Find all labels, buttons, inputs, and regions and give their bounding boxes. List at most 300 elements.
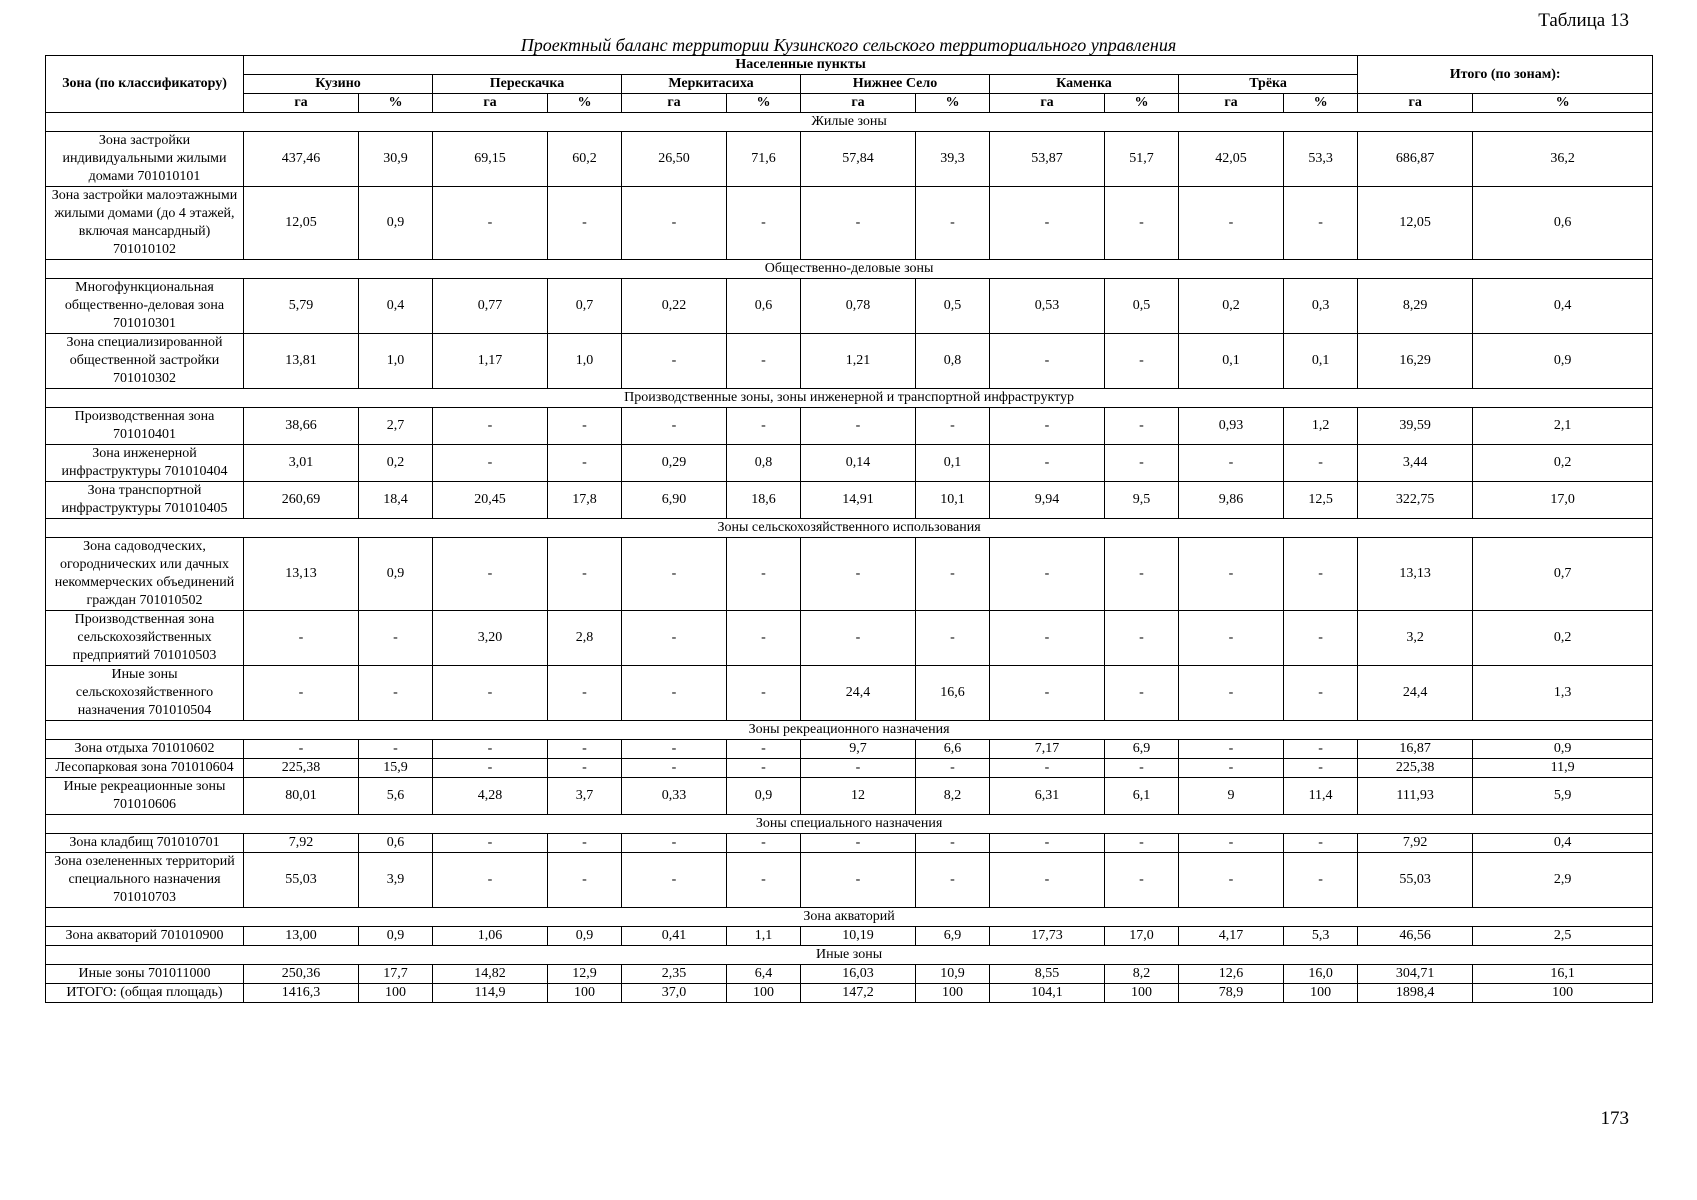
value-cell: 0,4 (1473, 834, 1653, 853)
value-cell: 2,35 (622, 965, 727, 984)
value-cell: 100 (1105, 984, 1179, 1003)
section-row (46, 908, 1653, 927)
value-cell: 1,2 (1284, 408, 1358, 445)
value-cell: - (727, 740, 801, 759)
value-cell: 2,1 (1473, 408, 1653, 445)
value-cell: - (727, 611, 801, 666)
zone-name-cell: Производственная зона 701010401 (46, 408, 244, 445)
value-cell: - (916, 187, 990, 260)
value-cell: - (801, 408, 916, 445)
value-cell: 104,1 (990, 984, 1105, 1003)
value-cell: 17,73 (990, 927, 1105, 946)
value-cell: - (433, 408, 548, 445)
unit-ha-header: га (622, 94, 727, 113)
zone-name-cell: Зона инженерной инфраструктуры 701010404 (46, 445, 244, 482)
land-balance-table (45, 55, 1653, 1003)
value-cell: 0,2 (359, 445, 433, 482)
value-cell: - (727, 759, 801, 778)
value-cell: 3,7 (548, 778, 622, 815)
value-cell: 6,90 (622, 482, 727, 519)
unit-percent-header: % (548, 94, 622, 113)
value-cell: 0,2 (1179, 279, 1284, 334)
value-cell: 322,75 (1358, 482, 1473, 519)
value-cell: 16,6 (916, 666, 990, 721)
value-cell: 1,1 (727, 927, 801, 946)
value-cell: - (1284, 445, 1358, 482)
value-cell: 17,7 (359, 965, 433, 984)
value-cell: 304,71 (1358, 965, 1473, 984)
value-cell: 42,05 (1179, 132, 1284, 187)
value-cell: 26,50 (622, 132, 727, 187)
value-cell: 2,5 (1473, 927, 1653, 946)
value-cell: 5,6 (359, 778, 433, 815)
value-cell: - (1105, 445, 1179, 482)
value-cell: - (916, 834, 990, 853)
zone-name-cell: Многофункциональная общественно-деловая зона 701010301 (46, 279, 244, 334)
value-cell: 5,9 (1473, 778, 1653, 815)
value-cell: - (622, 611, 727, 666)
zone-row (46, 538, 1653, 611)
value-cell: 686,87 (1358, 132, 1473, 187)
value-cell: 3,01 (244, 445, 359, 482)
value-cell: - (727, 666, 801, 721)
settlement-header: Трёка (1179, 75, 1358, 94)
value-cell: - (548, 538, 622, 611)
value-cell: 30,9 (359, 132, 433, 187)
value-cell: 6,31 (990, 778, 1105, 815)
value-cell: - (359, 611, 433, 666)
zone-row (46, 611, 1653, 666)
section-title: Производственные зоны, зоны инженерной и транспортной инфраструктур (46, 389, 1653, 408)
value-cell: 2,7 (359, 408, 433, 445)
unit-ha-header: га (1179, 94, 1284, 113)
value-cell: - (548, 759, 622, 778)
zone-column-header: Зона (по классификатору) (46, 56, 244, 113)
value-cell: 260,69 (244, 482, 359, 519)
value-cell: 437,46 (244, 132, 359, 187)
value-cell: 3,20 (433, 611, 548, 666)
value-cell: - (1105, 611, 1179, 666)
value-cell: 36,2 (1473, 132, 1653, 187)
value-cell: 6,9 (916, 927, 990, 946)
value-cell: - (1105, 834, 1179, 853)
zone-row (46, 187, 1653, 260)
value-cell: - (990, 759, 1105, 778)
unit-ha-header: га (244, 94, 359, 113)
value-cell: 17,8 (548, 482, 622, 519)
zone-row (46, 334, 1653, 389)
value-cell: 12,05 (244, 187, 359, 260)
value-cell: 12,5 (1284, 482, 1358, 519)
section-row (46, 946, 1653, 965)
value-cell: - (1179, 853, 1284, 908)
value-cell: 8,29 (1358, 279, 1473, 334)
value-cell: - (1105, 853, 1179, 908)
section-title: Зоны специального назначения (46, 815, 1653, 834)
value-cell: 0,6 (1473, 187, 1653, 260)
value-cell: - (1284, 740, 1358, 759)
value-cell: 13,13 (1358, 538, 1473, 611)
zone-name-cell: Зона кладбищ 701010701 (46, 834, 244, 853)
zone-row (46, 853, 1653, 908)
value-cell: 8,55 (990, 965, 1105, 984)
value-cell: - (801, 853, 916, 908)
value-cell: 11,4 (1284, 778, 1358, 815)
value-cell: 0,9 (359, 538, 433, 611)
value-cell: 20,45 (433, 482, 548, 519)
value-cell: 0,7 (548, 279, 622, 334)
zone-row (46, 408, 1653, 445)
zone-row (46, 927, 1653, 946)
settlement-header: Каменка (990, 75, 1179, 94)
zone-name-cell: Иные зоны сельскохозяйственного назначения 701010504 (46, 666, 244, 721)
value-cell: 16,0 (1284, 965, 1358, 984)
value-cell: 18,6 (727, 482, 801, 519)
value-cell: 0,4 (1473, 279, 1653, 334)
value-cell: 6,4 (727, 965, 801, 984)
section-row (46, 113, 1653, 132)
value-cell: 0,1 (1179, 334, 1284, 389)
value-cell: 13,81 (244, 334, 359, 389)
value-cell: 3,9 (359, 853, 433, 908)
value-cell: 12,05 (1358, 187, 1473, 260)
value-cell: 16,87 (1358, 740, 1473, 759)
value-cell: 0,93 (1179, 408, 1284, 445)
value-cell: 1,0 (548, 334, 622, 389)
value-cell: 0,22 (622, 279, 727, 334)
value-cell: - (548, 445, 622, 482)
value-cell: 39,59 (1358, 408, 1473, 445)
value-cell: - (1284, 187, 1358, 260)
value-cell: - (801, 759, 916, 778)
value-cell: - (1284, 611, 1358, 666)
value-cell: - (990, 853, 1105, 908)
value-cell: - (548, 408, 622, 445)
value-cell: - (727, 538, 801, 611)
value-cell: - (433, 853, 548, 908)
value-cell: 3,44 (1358, 445, 1473, 482)
value-cell: 51,7 (1105, 132, 1179, 187)
value-cell: 1416,3 (244, 984, 359, 1003)
section-title: Зона акваторий (46, 908, 1653, 927)
table-body (46, 113, 1653, 1003)
section-row (46, 721, 1653, 740)
value-cell: 3,2 (1358, 611, 1473, 666)
value-cell: - (1105, 759, 1179, 778)
zone-row (46, 740, 1653, 759)
value-cell: 9,86 (1179, 482, 1284, 519)
zone-name-cell: Зона транспортной инфраструктуры 701010405 (46, 482, 244, 519)
value-cell: 55,03 (244, 853, 359, 908)
zone-row (46, 778, 1653, 815)
value-cell: - (1284, 759, 1358, 778)
value-cell: 0,8 (727, 445, 801, 482)
value-cell: - (622, 187, 727, 260)
value-cell: 55,03 (1358, 853, 1473, 908)
zone-row (46, 279, 1653, 334)
value-cell: 250,36 (244, 965, 359, 984)
section-row (46, 815, 1653, 834)
value-cell: - (916, 538, 990, 611)
value-cell: 0,7 (1473, 538, 1653, 611)
value-cell: - (548, 853, 622, 908)
value-cell: 0,78 (801, 279, 916, 334)
value-cell: 100 (548, 984, 622, 1003)
value-cell: 15,9 (359, 759, 433, 778)
value-cell: - (727, 408, 801, 445)
value-cell: 100 (1284, 984, 1358, 1003)
value-cell: 53,3 (1284, 132, 1358, 187)
value-cell: - (1179, 611, 1284, 666)
value-cell: - (622, 853, 727, 908)
value-cell: 12,6 (1179, 965, 1284, 984)
value-cell: 0,41 (622, 927, 727, 946)
value-cell: - (1179, 740, 1284, 759)
value-cell: 1,06 (433, 927, 548, 946)
value-cell: 13,13 (244, 538, 359, 611)
value-cell: 57,84 (801, 132, 916, 187)
value-cell: 0,2 (1473, 611, 1653, 666)
value-cell: 6,1 (1105, 778, 1179, 815)
value-cell: 71,6 (727, 132, 801, 187)
value-cell: 12,9 (548, 965, 622, 984)
value-cell: - (1105, 538, 1179, 611)
value-cell: 0,2 (1473, 445, 1653, 482)
value-cell: 0,5 (916, 279, 990, 334)
value-cell: - (244, 611, 359, 666)
page-number: 173 (1600, 1108, 1629, 1129)
unit-percent-header: % (1284, 94, 1358, 113)
value-cell: - (244, 740, 359, 759)
value-cell: 4,28 (433, 778, 548, 815)
value-cell: 6,6 (916, 740, 990, 759)
zone-name-cell: Зона акваторий 701010900 (46, 927, 244, 946)
value-cell: - (622, 666, 727, 721)
settlement-header: Перескачка (433, 75, 622, 94)
zone-row (46, 132, 1653, 187)
unit-ha-header: га (990, 94, 1105, 113)
zone-row (46, 834, 1653, 853)
unit-percent-header: % (727, 94, 801, 113)
value-cell: 0,53 (990, 279, 1105, 334)
unit-percent-header: % (1105, 94, 1179, 113)
zone-name-cell: ИТОГО: (общая площадь) (46, 984, 244, 1003)
value-cell: 8,2 (916, 778, 990, 815)
value-cell: 0,6 (727, 279, 801, 334)
zone-name-cell: Зона застройки индивидуальными жилыми домами 701010101 (46, 132, 244, 187)
value-cell: 0,8 (916, 334, 990, 389)
value-cell: 10,19 (801, 927, 916, 946)
value-cell: - (1284, 853, 1358, 908)
value-cell: 38,66 (244, 408, 359, 445)
value-cell: - (990, 408, 1105, 445)
section-title: Иные зоны (46, 946, 1653, 965)
value-cell: - (548, 187, 622, 260)
total-column-header: Итого (по зонам): (1358, 56, 1653, 94)
value-cell: - (1284, 834, 1358, 853)
zone-name-cell: Иные рекреационные зоны 701010606 (46, 778, 244, 815)
value-cell: 0,1 (916, 445, 990, 482)
value-cell: 10,1 (916, 482, 990, 519)
value-cell: 17,0 (1473, 482, 1653, 519)
value-cell: - (433, 834, 548, 853)
value-cell: 46,56 (1358, 927, 1473, 946)
zone-row (46, 445, 1653, 482)
value-cell: 0,5 (1105, 279, 1179, 334)
zone-name-cell: Зона озелененных территорий специального назначения 701010703 (46, 853, 244, 908)
value-cell: - (1284, 538, 1358, 611)
value-cell: 39,3 (916, 132, 990, 187)
value-cell: 1898,4 (1358, 984, 1473, 1003)
zone-row (46, 482, 1653, 519)
value-cell: 0,9 (1473, 740, 1653, 759)
value-cell: - (359, 740, 433, 759)
value-cell: 9,5 (1105, 482, 1179, 519)
value-cell: 114,9 (433, 984, 548, 1003)
value-cell: 9,7 (801, 740, 916, 759)
value-cell: 1,0 (359, 334, 433, 389)
document-title: Проектный баланс территории Кузинского сельского территориального управления (520, 35, 1177, 55)
value-cell: - (1179, 759, 1284, 778)
value-cell: 24,4 (1358, 666, 1473, 721)
value-cell: 13,00 (244, 927, 359, 946)
value-cell: - (916, 853, 990, 908)
zone-name-cell: Производственная зона сельскохозяйственных предприятий 701010503 (46, 611, 244, 666)
section-row (46, 260, 1653, 279)
value-cell: 0,3 (1284, 279, 1358, 334)
value-cell: 0,9 (359, 187, 433, 260)
value-cell: 5,3 (1284, 927, 1358, 946)
value-cell: 0,9 (1473, 334, 1653, 389)
value-cell: - (1105, 187, 1179, 260)
value-cell: 100 (916, 984, 990, 1003)
value-cell: 16,1 (1473, 965, 1653, 984)
value-cell: 0,77 (433, 279, 548, 334)
value-cell: 17,0 (1105, 927, 1179, 946)
value-cell: 5,79 (244, 279, 359, 334)
table-label: Таблица 13 (1538, 10, 1629, 31)
value-cell: 4,17 (1179, 927, 1284, 946)
value-cell: - (990, 445, 1105, 482)
value-cell: - (1284, 666, 1358, 721)
zone-name-cell: Зона садоводческих, огороднических или дачных некоммерческих объединений граждан 701010502 (46, 538, 244, 611)
value-cell: 0,33 (622, 778, 727, 815)
value-cell: - (548, 666, 622, 721)
value-cell: 37,0 (622, 984, 727, 1003)
value-cell: 147,2 (801, 984, 916, 1003)
value-cell: 7,17 (990, 740, 1105, 759)
value-cell: - (990, 834, 1105, 853)
value-cell: 10,9 (916, 965, 990, 984)
value-cell: 100 (1473, 984, 1653, 1003)
value-cell: 24,4 (801, 666, 916, 721)
section-title: Жилые зоны (46, 113, 1653, 132)
value-cell: - (916, 611, 990, 666)
section-row (46, 519, 1653, 538)
value-cell: - (727, 187, 801, 260)
table-header (46, 56, 1653, 113)
settlement-header: Меркитасиха (622, 75, 801, 94)
value-cell: - (433, 740, 548, 759)
value-cell: 0,9 (727, 778, 801, 815)
zone-row (46, 759, 1653, 778)
value-cell: 2,9 (1473, 853, 1653, 908)
value-cell: - (1179, 834, 1284, 853)
section-row (46, 389, 1653, 408)
value-cell: - (622, 408, 727, 445)
value-cell: 11,9 (1473, 759, 1653, 778)
section-title: Зоны сельскохозяйственного использования (46, 519, 1653, 538)
value-cell: 16,03 (801, 965, 916, 984)
value-cell: - (622, 334, 727, 389)
value-cell: 53,87 (990, 132, 1105, 187)
value-cell: - (1105, 334, 1179, 389)
value-cell: 0,6 (359, 834, 433, 853)
value-cell: 12 (801, 778, 916, 815)
unit-percent-header: % (1473, 94, 1653, 113)
value-cell: - (1179, 666, 1284, 721)
value-cell: - (990, 334, 1105, 389)
value-cell: - (359, 666, 433, 721)
value-cell: 78,9 (1179, 984, 1284, 1003)
value-cell: 0,14 (801, 445, 916, 482)
value-cell: 0,9 (548, 927, 622, 946)
value-cell: - (548, 834, 622, 853)
value-cell: - (622, 834, 727, 853)
value-cell: - (244, 666, 359, 721)
value-cell: 100 (727, 984, 801, 1003)
value-cell: - (1179, 187, 1284, 260)
zone-name-cell: Лесопарковая зона 701010604 (46, 759, 244, 778)
settlement-header: Кузино (244, 75, 433, 94)
value-cell: 14,91 (801, 482, 916, 519)
zone-name-cell: Иные зоны 701011000 (46, 965, 244, 984)
value-cell: 69,15 (433, 132, 548, 187)
zone-row (46, 965, 1653, 984)
value-cell: 0,9 (359, 927, 433, 946)
value-cell: - (1179, 538, 1284, 611)
value-cell: - (433, 538, 548, 611)
value-cell: 100 (359, 984, 433, 1003)
value-cell: 80,01 (244, 778, 359, 815)
value-cell: 60,2 (548, 132, 622, 187)
value-cell: 18,4 (359, 482, 433, 519)
value-cell: 1,21 (801, 334, 916, 389)
value-cell: 225,38 (1358, 759, 1473, 778)
unit-percent-header: % (916, 94, 990, 113)
value-cell: 2,8 (548, 611, 622, 666)
value-cell: 9 (1179, 778, 1284, 815)
value-cell: - (433, 759, 548, 778)
value-cell: 7,92 (1358, 834, 1473, 853)
value-cell: - (916, 759, 990, 778)
value-cell: - (1179, 445, 1284, 482)
settlement-header: Нижнее Село (801, 75, 990, 94)
unit-percent-header: % (359, 94, 433, 113)
zone-name-cell: Зона специализированной общественной застройки 701010302 (46, 334, 244, 389)
value-cell: - (990, 611, 1105, 666)
value-cell: - (990, 538, 1105, 611)
section-title: Общественно-деловые зоны (46, 260, 1653, 279)
unit-row (46, 94, 1653, 113)
section-title: Зоны рекреационного назначения (46, 721, 1653, 740)
value-cell: 111,93 (1358, 778, 1473, 815)
value-cell: - (801, 538, 916, 611)
unit-ha-header: га (1358, 94, 1473, 113)
value-cell: - (916, 408, 990, 445)
value-cell: 0,4 (359, 279, 433, 334)
unit-ha-header: га (433, 94, 548, 113)
